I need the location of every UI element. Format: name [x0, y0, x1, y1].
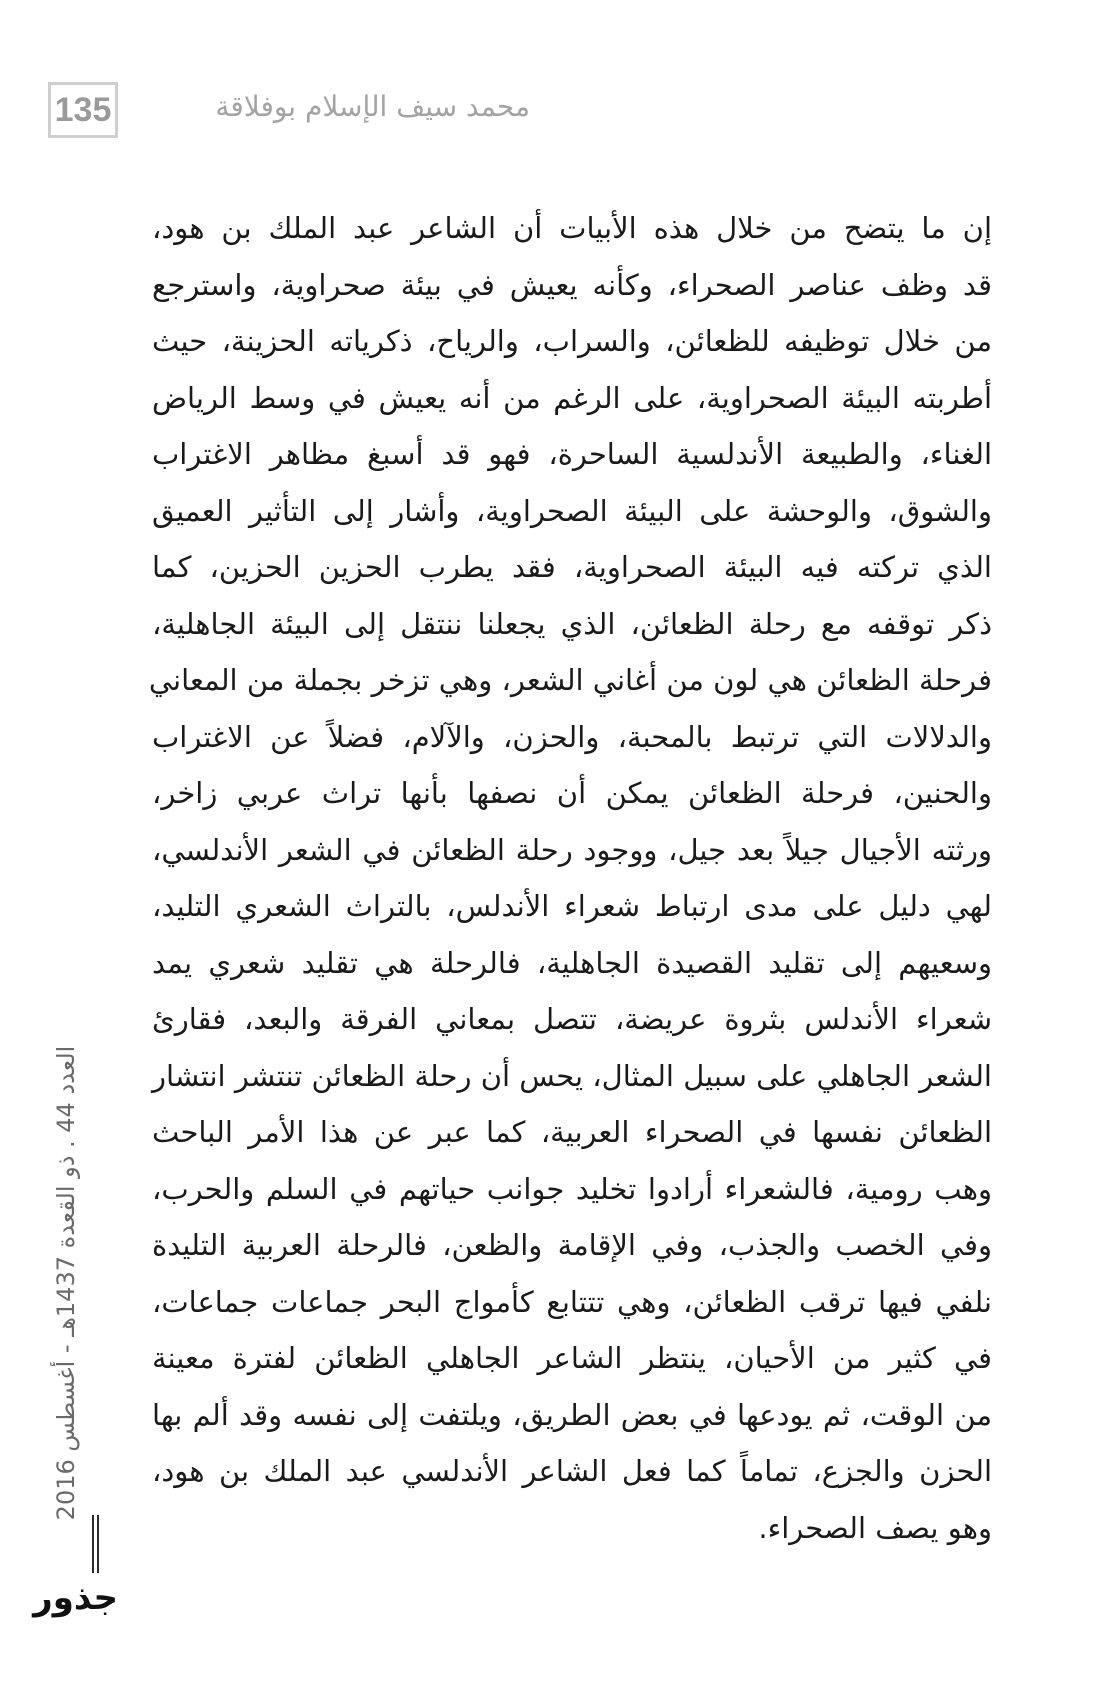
text-line: الغناء، والطبيعة الأندلسية الساحرة، فهو قد أسبغ مظاهر الاغتراب [152, 437, 992, 471]
text-line: الحزن والجزع، تماماً كما فعل الشاعر الأندلسي عبد الملك بن هود، [152, 1454, 992, 1488]
text-line: وهب رومية، فالشعراء أرادوا تخليد جوانب حياتهم في السلم والحرب، [152, 1171, 992, 1206]
text-line: من الوقت، ثم يودعها في بعض الطريق، ويلتفت إلى نفسه وقد ألم بها [152, 1397, 992, 1432]
issue-info-text: العدد 44 . ذو القعدة 1437هـ - أغسطس 2016 [52, 1045, 80, 1521]
text-line: الشعر الجاهلي على سبيل المثال، يحس أن رحلة الظعائن تنتشر انتشار [152, 1058, 992, 1093]
sidebar-divider [92, 1515, 94, 1573]
magazine-logo: جذور [33, 1578, 118, 1618]
issue-info-sidebar [46, 1038, 86, 1528]
sidebar-divider [97, 1515, 99, 1573]
text-line: وسعيهم إلى تقليد القصيدة الجاهلية، فالرحلة هي تقليد شعري يمد [152, 945, 992, 980]
text-line: الذي تركته فيه البيئة الصحراوية، فقد يطرب الحزين الحزين، كما [152, 550, 992, 584]
text-line: ذكر توقفه مع رحلة الظعائن، الذي يجعلنا ننتقل إلى البيئة الجاهلية، [152, 606, 992, 641]
text-line: من خلال توظيفه للظعائن، والسراب، والرياح، ذكرياته الحزينة، حيث [152, 324, 992, 358]
text-line-last: وهو يصف الصحراء. [758, 1510, 992, 1545]
text-line: الظعائن نفسها في الصحراء العربية، كما عبر عن هذا الأمر الباحث [152, 1115, 992, 1149]
text-line: والدلالات التي ترتبط بالمحبة، والحزن، والآلام، فضلاً عن الاغتراب [152, 719, 992, 754]
page-number: 135 [48, 82, 118, 138]
body-paragraph [148, 200, 992, 1556]
text-line: وفي الخصب والجذب، وفي الإقامة والظعن، فالرحلة العربية التليدة [152, 1228, 992, 1262]
text-line: أطربته البيئة الصحراوية، على الرغم من أنه يعيش في وسط الرياض [152, 380, 992, 415]
text-line: فرحلة الظعائن هي لون من أغاني الشعر، وهي تزخر بجملة من المعاني [148, 663, 992, 697]
text-line: لهي دليل على مدى ارتباط شعراء الأندلس، بالتراث الشعري التليد، [152, 889, 992, 923]
text-line: نلفي فيها ترقب الظعائن، وهي تتتابع كأمواج البحر جماعات جماعات، [152, 1284, 992, 1319]
text-line: في كثير من الأحيان، ينتظر الشاعر الجاهلي الظعائن لفترة معينة [152, 1341, 992, 1375]
text-line: إن ما يتضح من خلال هذه الأبيات أن الشاعر عبد الملك بن هود، [152, 211, 992, 245]
text-line: شعراء الأندلس بثروة عريضة، تتصل بمعاني الفرقة والبعد، فقارئ [152, 1002, 992, 1036]
text-line: والحنين، فرحلة الظعائن يمكن أن نصفها بأنها تراث عربي زاخر، [152, 776, 992, 810]
text-line: قد وظف عناصر الصحراء، وكأنه يعيش في بيئة صحراوية، واسترجع [152, 267, 992, 302]
running-head-author: محمد سيف الإسلام بوفلاقة [215, 90, 530, 123]
text-line: والشوق، والوحشة على البيئة الصحراوية، وأشار إلى التأثير العميق [152, 493, 992, 528]
text-line: ورثته الأجيال جيلاً بعد جيل، ووجود رحلة الظعائن في الشعر الأندلسي، [152, 832, 992, 867]
